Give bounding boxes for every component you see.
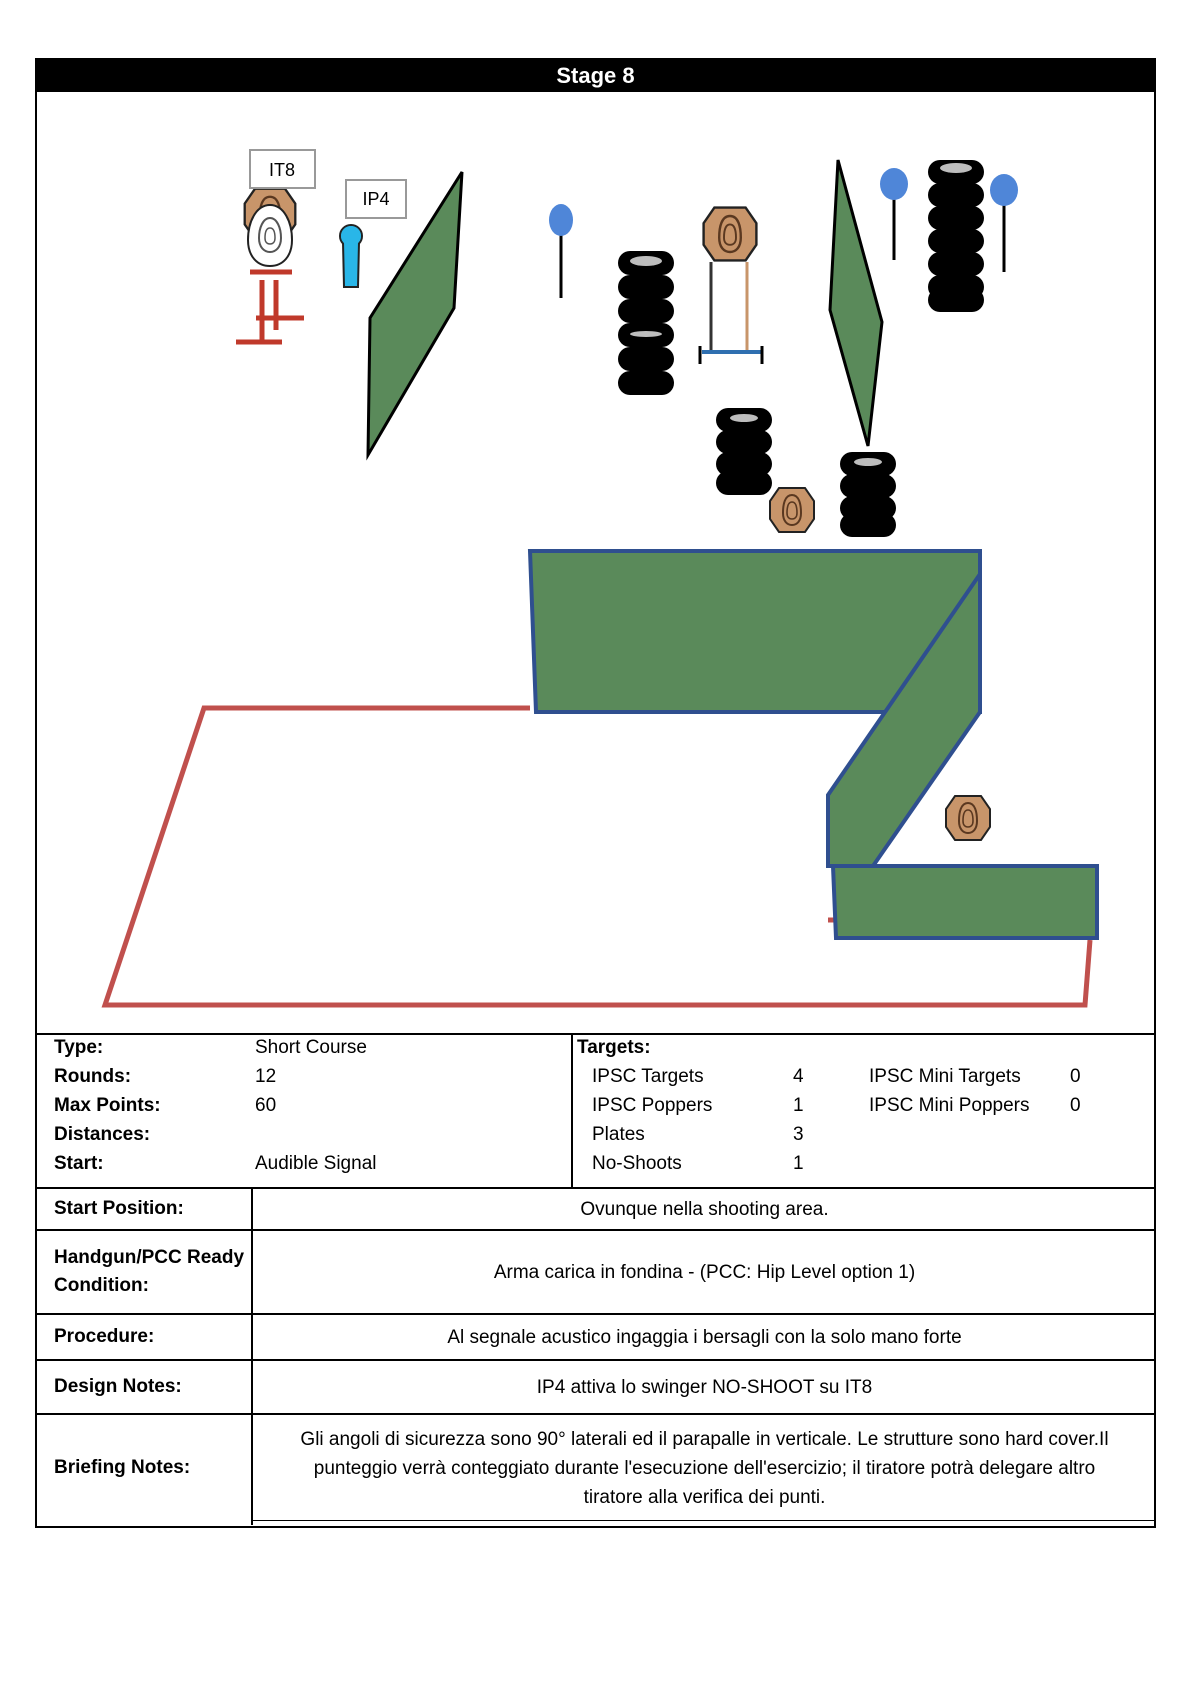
distances-label: Distances:	[54, 1124, 151, 1145]
design-notes-label: Design Notes:	[54, 1376, 182, 1397]
ready-condition-label	[54, 1231, 244, 1313]
procedure-value: Al segnale acustico ingaggia i bersagli con la solo mano forte	[447, 1326, 962, 1348]
ipsc-target-icon	[704, 208, 757, 261]
start-position-label: Start Position:	[54, 1198, 184, 1219]
ipsc-target-icon	[770, 488, 814, 532]
procedure-label: Procedure:	[54, 1326, 155, 1347]
barrel-stack-icon	[928, 160, 984, 312]
start-value: Audible Signal	[255, 1153, 377, 1174]
start-position-value: Ovunque nella shooting area.	[580, 1198, 829, 1220]
stage-title: Stage 8	[37, 60, 1154, 92]
no-shoots-name: No-Shoots	[592, 1153, 682, 1174]
plate-icon	[549, 204, 573, 298]
briefing-notes-label: Briefing Notes:	[54, 1457, 191, 1478]
ipsc-targets-count: 4	[793, 1066, 804, 1087]
mini-targets-name: IPSC Mini Targets	[869, 1066, 1021, 1087]
start-label: Start:	[54, 1153, 104, 1174]
design-notes-value: IP4 attiva lo swinger NO-SHOOT su IT8	[536, 1376, 873, 1398]
mini-targets-count: 0	[1070, 1066, 1081, 1087]
barrel-stack-icon	[840, 452, 896, 537]
table-top-border	[35, 1033, 1156, 1035]
ipsc-poppers-name: IPSC Poppers	[592, 1095, 713, 1116]
it8-target-stand	[236, 272, 304, 342]
rounds-label: Rounds:	[54, 1066, 132, 1087]
briefing-notes-line-2: punteggio verrà conteggiato durante l'esecuzione dell'esercizio; il tiratore potrà delegare altro	[313, 1457, 1096, 1479]
plate-icon	[880, 168, 908, 260]
table-divider-vertical	[571, 1033, 573, 1189]
rounds-value: 12	[255, 1066, 277, 1087]
max-points-label: Max Points:	[54, 1095, 161, 1116]
barrel-stack-icon	[716, 408, 772, 495]
ipsc-targets-name: IPSC Targets	[592, 1066, 704, 1087]
briefing-notes-line-1: Gli angoli di sicurezza sono 90° laterali ed il parapalle in verticale. Le strutture sono hard cover.Il	[300, 1428, 1109, 1450]
mini-poppers-count: 0	[1070, 1095, 1081, 1116]
plate-icon	[990, 174, 1018, 272]
ipsc-poppers-count: 1	[793, 1095, 804, 1116]
barrel-stack-icon	[618, 251, 674, 395]
briefing-notes-line-3: tiratore alla verifica dei punti.	[583, 1486, 826, 1508]
targets-label: Targets:	[577, 1037, 651, 1058]
ready-condition-label-line-2: Condition:	[54, 1275, 149, 1296]
table-bottom-inner	[251, 1520, 1156, 1521]
type-value: Short Course	[255, 1037, 367, 1058]
plates-name: Plates	[592, 1124, 645, 1145]
plates-count: 3	[793, 1124, 804, 1145]
briefing-notes-value	[253, 1420, 1156, 1516]
ready-condition-label-line-1: Handgun/PCC Ready	[54, 1247, 245, 1268]
wall-center-diagonal	[830, 160, 882, 446]
mini-poppers-name: IPSC Mini Poppers	[869, 1095, 1030, 1116]
target-stand	[700, 262, 762, 364]
popper-icon	[340, 225, 362, 287]
type-label: Type:	[54, 1037, 104, 1058]
wall-front-short	[833, 866, 1097, 938]
max-points-value: 60	[255, 1095, 277, 1116]
ipsc-target-icon	[946, 796, 990, 840]
ip4-label: IP4	[362, 189, 390, 209]
ready-condition-value: Arma carica in fondina - (PCC: Hip Level option 1)	[493, 1261, 916, 1283]
it8-label: IT8	[268, 160, 296, 180]
no-shoot-icon	[248, 205, 292, 266]
no-shoots-count: 1	[793, 1153, 804, 1174]
row-divider	[35, 1413, 1156, 1415]
